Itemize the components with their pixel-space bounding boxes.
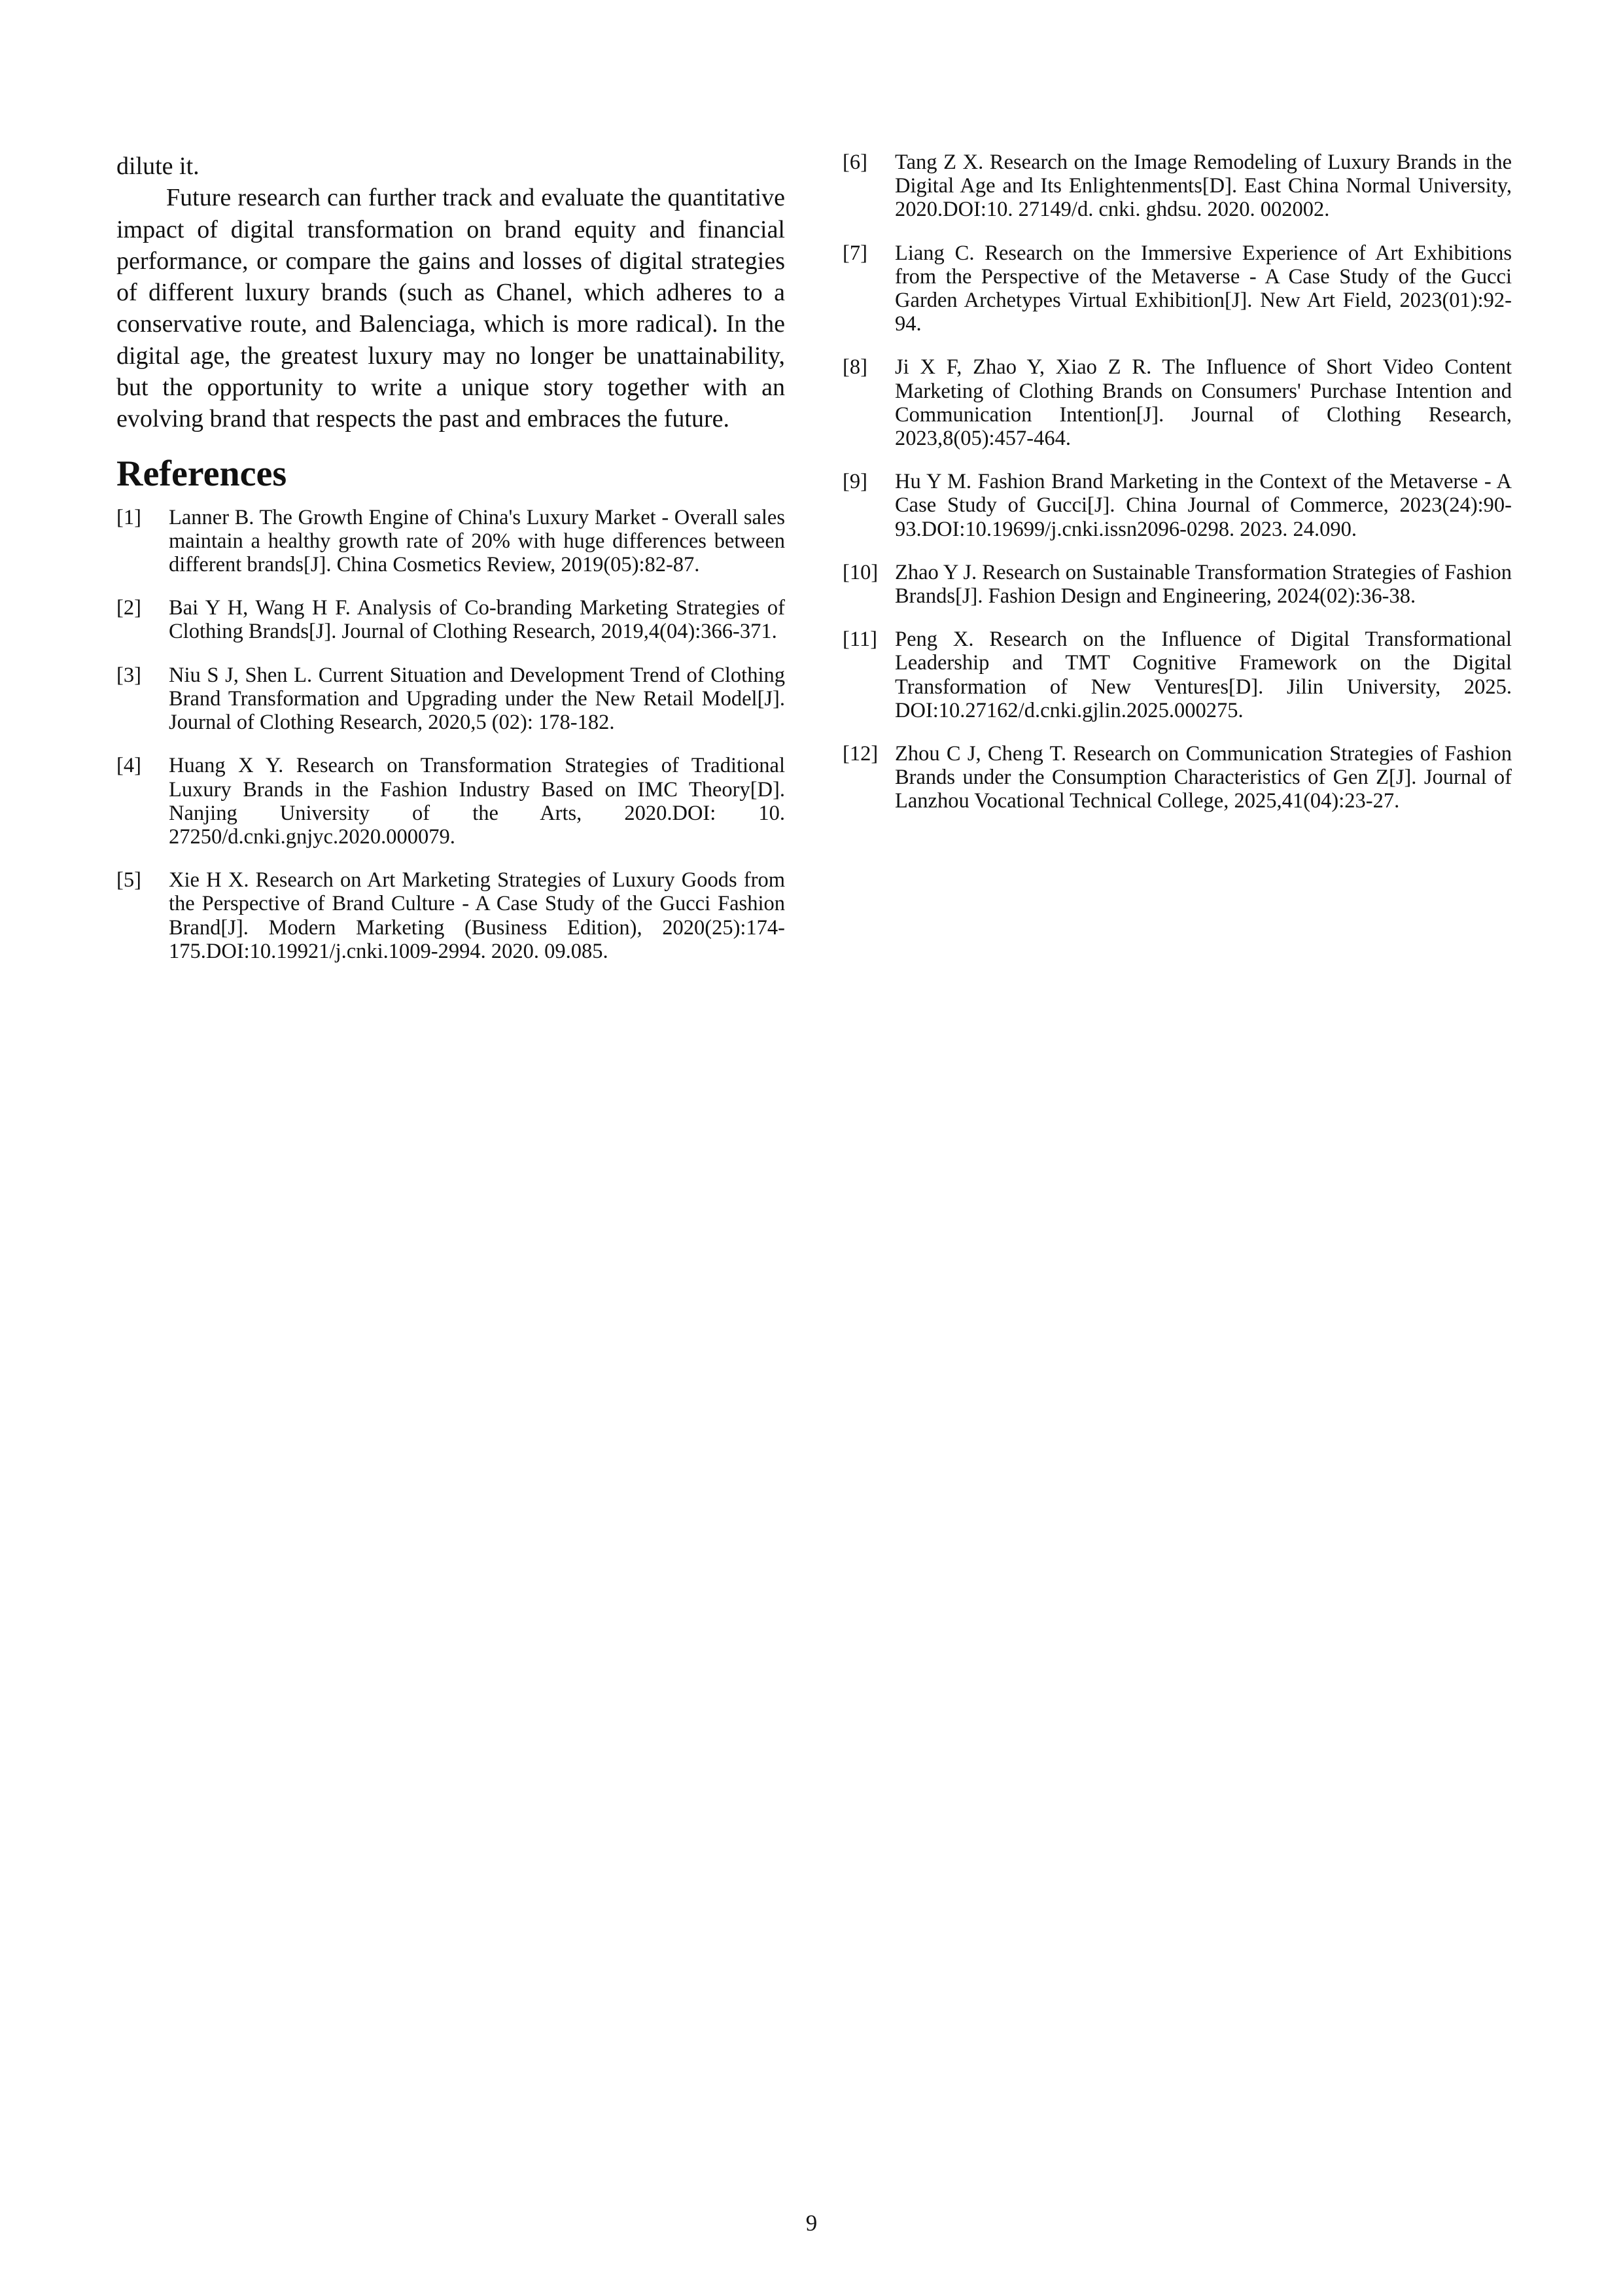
reference-text: Xie H X. Research on Art Marketing Strategies of Luxury Goods from the Perspective of Brand Culture - A Case Study of the Gucci Fashion Brand[J]. Modern Marketing (Business Edition), 2020(25):174-175.DOI:10.19921/j.cnki.1009-2994. 2020. 09.085. (169, 868, 785, 963)
reference-item (116, 506, 785, 577)
reference-number: [3] (116, 663, 141, 687)
reference-number: [5] (116, 868, 141, 892)
reference-list-right (843, 150, 1512, 813)
reference-item (843, 627, 1512, 722)
reference-text: Huang X Y. Research on Transformation Strategies of Traditional Luxury Brands in the Fashion Industry Based on IMC Theory[D]. Nanjing University of the Arts, 2020.DOI: 10. 27250/d.cnki.gnjyc.2020.000079. (169, 754, 785, 849)
reference-item (116, 754, 785, 849)
reference-number: [11] (843, 627, 877, 652)
reference-item (843, 241, 1512, 336)
left-column (116, 150, 785, 983)
reference-text: Lanner B. The Growth Engine of China's Luxury Market - Overall sales maintain a healthy growth rate of 20% with huge differences between different brands[J]. China Cosmetics Review, 2019(05):82-87. (169, 505, 785, 577)
reference-number: [4] (116, 754, 141, 778)
reference-number: [2] (116, 596, 141, 620)
reference-text: Peng X. Research on the Influence of Digital Transformational Leadership and TMT Cognitive Framework on the Digital Transformation of New Ventures[D]. Jilin University, 2025. DOI:10.27162/d.cnki.gjlin.2025.000275. (895, 627, 1512, 722)
reference-text: Bai Y H, Wang H F. Analysis of Co-branding Marketing Strategies of Clothing Brands[J]. Journal of Clothing Research, 2019,4(04):366-371. (169, 596, 785, 644)
references-heading: References (116, 453, 287, 494)
reference-number: [9] (843, 470, 867, 494)
reference-item (116, 663, 785, 735)
page-number: 9 (805, 2210, 818, 2236)
reference-number: [10] (843, 560, 879, 584)
right-column (843, 150, 1512, 833)
reference-number: [7] (843, 241, 867, 265)
reference-text: Liang C. Research on the Immersive Experience of Art Exhibitions from the Perspective of the Metaverse - A Case Study of the Gucci Garden Archetypes Virtual Exhibition[J]. New Art Field, 2023(01):92-94. (895, 241, 1512, 336)
reference-item (843, 561, 1512, 608)
reference-text: Zhao Y J. Research on Sustainable Transformation Strategies of Fashion Brands[J]. Fashion Design and Engineering, 2024(02):36-38. (895, 560, 1512, 609)
reference-number: [8] (843, 355, 867, 380)
reference-text: Zhou C J, Cheng T. Research on Communication Strategies of Fashion Brands under the Consumption Characteristics of Gen Z[J]. Journal of Lanzhou Vocational Technical College, 2025,41(04):23-27. (895, 742, 1512, 813)
reference-text: Hu Y M. Fashion Brand Marketing in the Context of the Metaverse - A Case Study of Gucci[J]. China Journal of Commerce, 2023(24):90-93.DOI:10.19699/j.cnki.issn2096-0298. 2023. 24.090. (895, 470, 1512, 541)
reference-item (843, 742, 1512, 813)
body-paragraph-continuation: dilute it. (116, 152, 200, 180)
reference-item (843, 150, 1512, 222)
reference-number: [1] (116, 505, 141, 529)
body-paragraph-future-research: Future research can further track and evaluate the quantitative impact of digital transformation on brand equity and financial performance, or compare the gains and losses of digital strategies of different luxury brands (such as Chanel, which adheres to a conservative route, and Balenciaga, which is more radical). In the digital age, the greatest luxury may no longer be unattainability, but the opportunity to write a unique story together with an evolving brand that respects the past and embraces the future. (116, 184, 785, 433)
reference-list-left (116, 506, 785, 963)
reference-item (843, 470, 1512, 541)
reference-item (843, 355, 1512, 450)
reference-text: Niu S J, Shen L. Current Situation and Development Trend of Clothing Brand Transformation and Upgrading under the New Retail Model[J]. Journal of Clothing Research, 2020,5 (02): 178-182. (169, 663, 785, 735)
reference-number: [12] (843, 742, 879, 766)
reference-text: Tang Z X. Research on the Image Remodeling of Luxury Brands in the Digital Age and Its Enlightenments[D]. East China Normal University, 2020.DOI:10. 27149/d. cnki. ghdsu. 2020. 002002. (895, 150, 1512, 222)
reference-number: [6] (843, 150, 867, 174)
reference-item (116, 868, 785, 963)
reference-text: Ji X F, Zhao Y, Xiao Z R. The Influence of Short Video Content Marketing of Clothing Brands on Consumers' Purchase Intention and Communication Intention[J]. Journal of Clothing Research, 2023,8(05):457-464. (895, 355, 1512, 451)
reference-item (116, 596, 785, 643)
